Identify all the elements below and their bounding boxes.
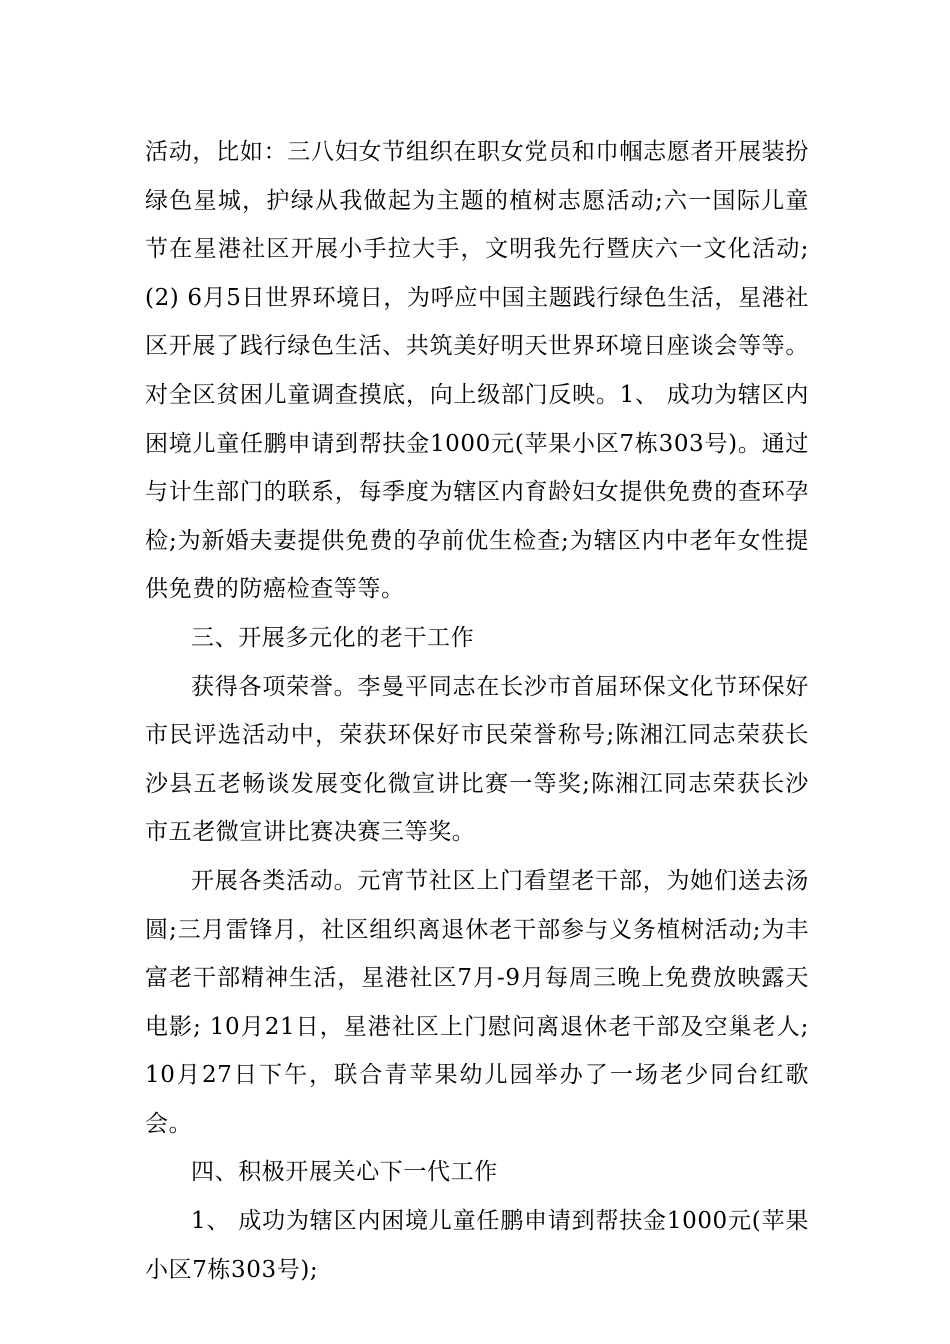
paragraph-activities-retired-cadres: 开展各类活动。元宵节社区上门看望老干部，为她们送去汤圆;三月雷锋月，社区组织离退休老干部参与义务植树活动;为丰富老干部精神生活，星港社区7月-9月每周三晚上免费放映露天电影; 10月21日，星港社区上门慰问离退休老干部及空巢老人; 10月27日下午，联合青苹果幼儿园举办了一场老少同台红歌会。 — [145, 867, 809, 1137]
paragraph-honors: 获得各项荣誉。李曼平同志在长沙市首届环保文化节环保好市民评选活动中，荣获环保好市民荣誉称号;陈湘江同志荣获长沙县五老畅谈发展变化微宣讲比赛一等奖;陈湘江同志荣获长沙市五老微宣讲比赛决赛三等奖。 — [145, 673, 809, 846]
document-page — [145, 128, 809, 1294]
paragraph-activities-women-children: 活动，比如：三八妇女节组织在职女党员和巾帼志愿者开展装扮绿色星城，护绿从我做起为主题的植树志愿活动;六一国际儿童节在星港社区开展小手拉大手，文明我先行暨庆六一文化活动;(2) 6月5日世界环境日，为呼应中国主题践行绿色生活，星港社区开展了践行绿色生活、共筑美好明天世界环境日座谈会等等。对全区贫困儿童调查摸底，向上级部门反映。1、 成功为辖区内困境儿童任鹏申请到帮扶金1000元(苹果小区7栋303号)。通过与计生部门的联系，每季度为辖区内育龄妇女提供免费的查环孕检;为新婚夫妻提供免费的孕前优生检查;为辖区内中老年女性提供免费的防癌检查等等。 — [145, 139, 809, 603]
heading-retired-cadres-work: 三、开展多元化的老干工作 — [191, 624, 475, 651]
heading-next-generation-work: 四、积极开展关心下一代工作 — [191, 1159, 498, 1186]
paragraph-child-assistance: 1、 成功为辖区内困境儿童任鹏申请到帮扶金1000元(苹果小区7栋303号); — [145, 1208, 809, 1283]
